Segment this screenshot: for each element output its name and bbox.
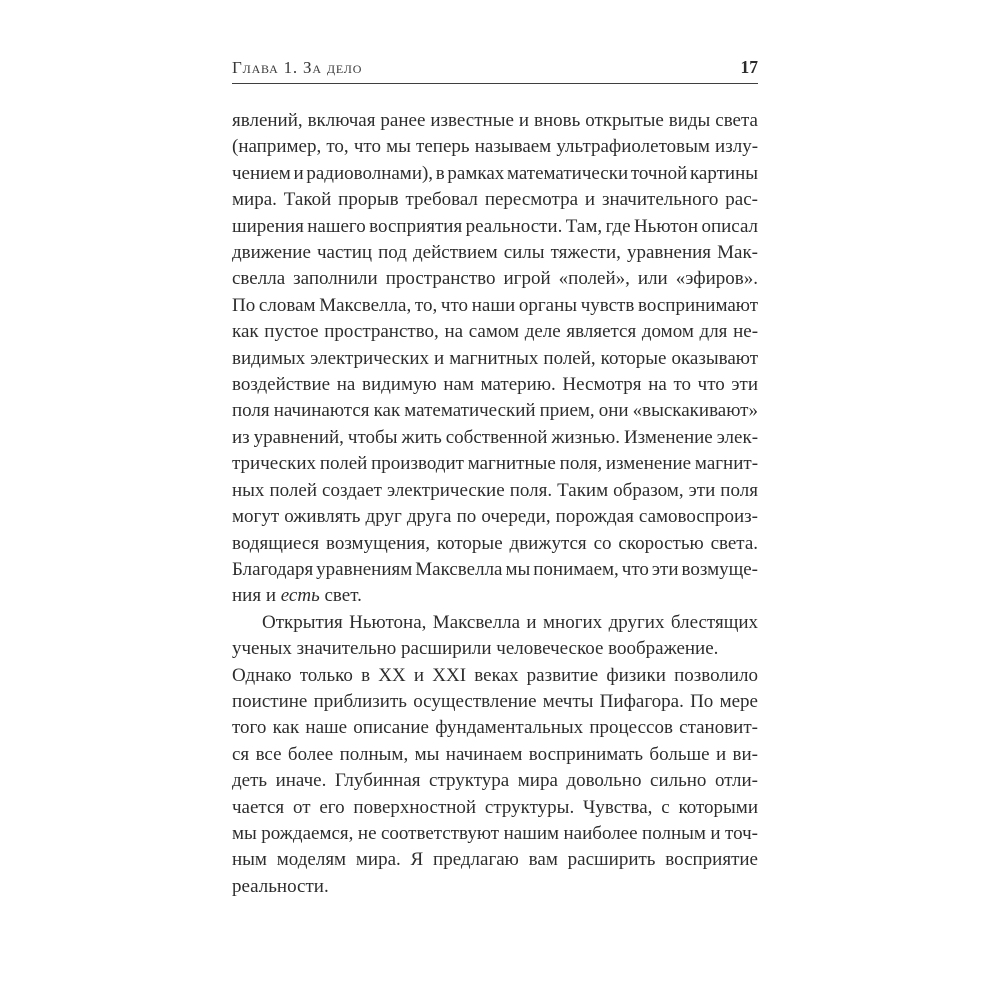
text-line: водящиеся возмущения, которые движутся со скоростью света. xyxy=(232,532,759,554)
text-line: Благодаря уравнениям Максвелла мы понимаем, что эти возмуще- xyxy=(232,558,758,580)
text-line: (например, то, что мы теперь называем ультрафиолетовым излу- xyxy=(232,136,759,158)
text-line: видимых электрических и магнитных полей, которые оказывают xyxy=(232,347,759,369)
text-line: ния и есть свет. xyxy=(232,585,362,607)
text-line: могут оживлять друг друга по очереди, порождая самовоспроиз- xyxy=(232,506,758,528)
chapter-running-title: Глава 1. За дело xyxy=(232,58,363,77)
text-line: поистине приблизить осуществление мечты Пифагора. По мере xyxy=(232,690,758,712)
italic-text: есть xyxy=(280,585,320,607)
text-line: реальности. xyxy=(232,875,329,897)
text-line: ся все более полным, мы начинаем воспринимать больше и ви- xyxy=(232,743,758,765)
text-line: как пустое пространство, на самом деле является домом для не- xyxy=(232,321,759,343)
text-line: чается от его поверхностной структуры. Чувства, с которыми xyxy=(232,796,758,818)
text-line: Однако только в XX и XXI веках развитие физики позволило xyxy=(232,664,758,686)
text-line: ных полей создает электрические поля. Таким образом, эти поля xyxy=(232,479,758,501)
text-line: чением и радиоволнами), в рамках математически точной картины xyxy=(232,162,759,184)
body-text xyxy=(232,108,758,900)
text-line: поля начинаются как математический прием, они «выскакивают» xyxy=(232,400,758,422)
text-line: свелла заполнили пространство игрой «полей», или «эфиров». xyxy=(232,268,758,290)
text-line: ным моделям мира. Я предлагаю вам расширить восприятие xyxy=(232,849,758,871)
text-line: деть иначе. Глубинная структура мира довольно сильно отли- xyxy=(232,770,759,792)
text-line: движение частиц под действием силы тяжести, уравнения Мак- xyxy=(232,242,759,264)
text-line: мы рождаемся, не соответствуют нашим наиболее полным и точ- xyxy=(232,822,758,844)
text-line: трических полей производит магнитные поля, изменение магнит- xyxy=(232,453,759,475)
text-line: Открытия Ньютона, Максвелла и многих других блестящих xyxy=(262,611,758,633)
text-line: воздействие на видимую нам материю. Несмотря на то что эти xyxy=(232,374,759,396)
text-line: из уравнений, чтобы жить собственной жизнью. Изменение элек- xyxy=(232,426,759,448)
text-line: ширения нашего восприятия реальности. Там, где Ньютон описал xyxy=(232,215,759,237)
text-line: По словам Максвелла, то, что наши органы чувств воспринимают xyxy=(232,294,759,316)
page-header xyxy=(232,57,758,84)
paragraph xyxy=(232,610,758,900)
text-line: ученых значительно расширили человеческое воображение. xyxy=(232,638,719,660)
text-line: мира. Такой прорыв требовал пересмотра и значительного рас- xyxy=(232,189,758,211)
page-number: 17 xyxy=(740,57,758,77)
text-line: того как наше описание фундаментальных процессов становит- xyxy=(232,717,758,739)
paragraph xyxy=(232,108,758,610)
text-line: явлений, включая ранее известные и вновь открытые виды света xyxy=(232,110,758,131)
